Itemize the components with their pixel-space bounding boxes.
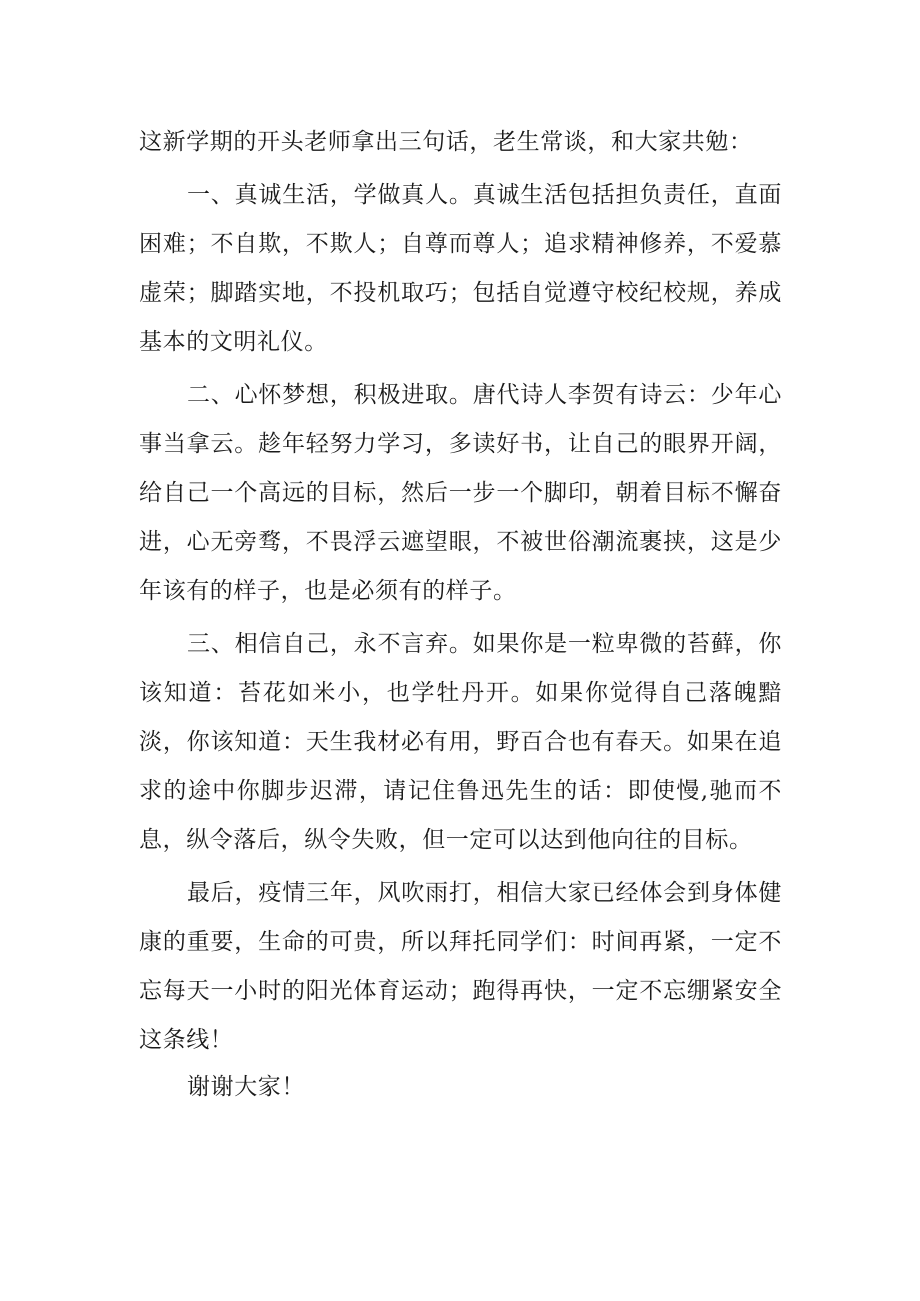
point-two-paragraph: 二、心怀梦想，积极进取。唐代诗人李贺有诗云：少年心事当拿云。趁年轻努力学习，多读好书，让自己的眼界开阔，给自己一个高远的目标，然后一步一个脚印，朝着目标不懈奋进，心无旁骛，不畏浮云遮望眼，不被世俗潮流裹挟，这是少年该有的样子，也是必须有的样子。 bbox=[139, 382, 782, 604]
point-three-paragraph: 三、相信自己，永不言弃。如果你是一粒卑微的苔藓，你该知道：苔花如米小，也学牡丹开。如果你觉得自己落魄黯淡，你该知道：天生我材必有用，野百合也有春天。如果在追求的途中你脚步迟滞，请记住鲁迅先生的话：即使慢,驰而不息，纵令落后，纵令失败，但一定可以达到他向往的目标。 bbox=[139, 631, 782, 853]
point-one-paragraph: 一、真诚生活，学做真人。真诚生活包括担负责任，直面困难；不自欺，不欺人；自尊而尊人；追求精神修养，不爱慕虚荣；脚踏实地，不投机取巧；包括自觉遵守校纪校规，养成基本的文明礼仪。 bbox=[139, 182, 782, 355]
closing-paragraph: 最后，疫情三年，风吹雨打，相信大家已经体会到身体健康的重要，生命的可贵，所以拜托同学们：时间再紧，一定不忘每天一小时的阳光体育运动；跑得再快，一定不忘绷紧安全这条线！ bbox=[139, 880, 782, 1053]
intro-paragraph: 这新学期的开头老师拿出三句话，老生常谈，和大家共勉： bbox=[139, 129, 753, 155]
thanks-line: 谢谢大家！ bbox=[187, 1074, 305, 1100]
document-body bbox=[139, 118, 782, 1112]
